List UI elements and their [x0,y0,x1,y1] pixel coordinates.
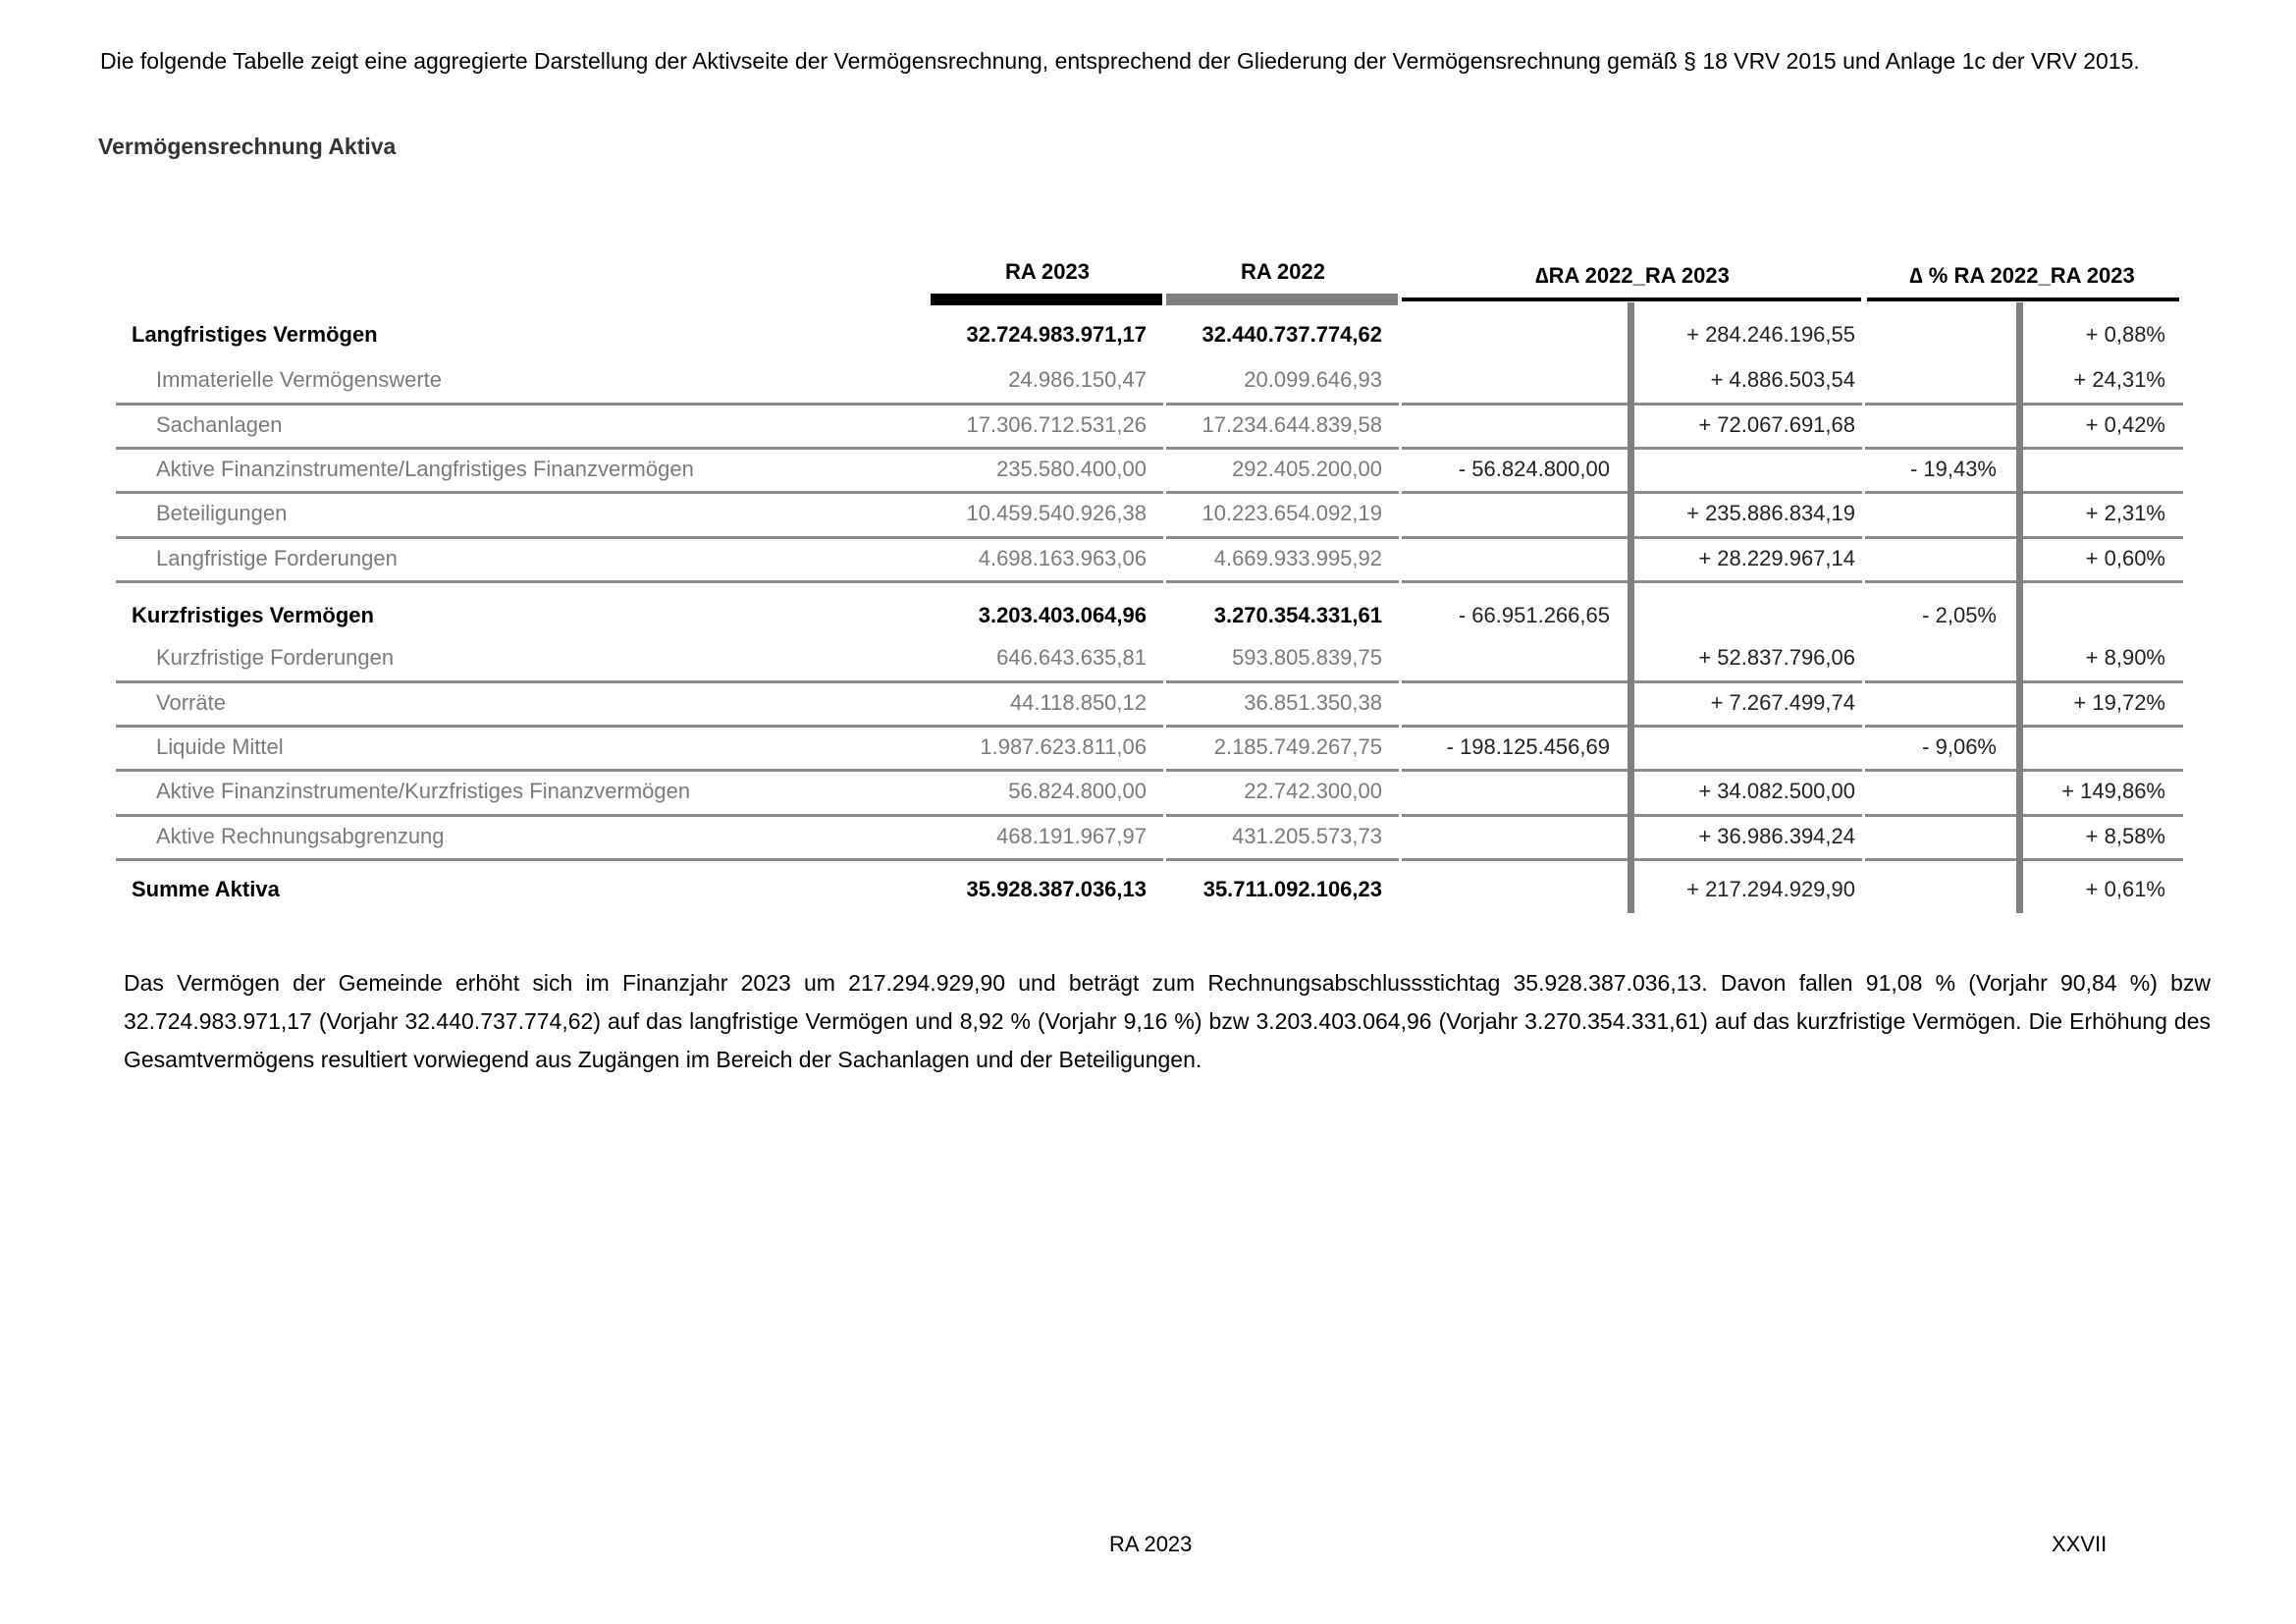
row-label: Vorräte [156,689,226,715]
value-ra2022: 3.270.354.331,61 [1213,603,1382,627]
table-row [116,403,2183,450]
row-label: Beteiligungen [156,501,288,525]
row-label: Immaterielle Vermögenswerte [156,367,443,392]
value-ra2023: 468.191.967,97 [996,823,1147,848]
delta-negative [1402,357,1610,403]
percent-negative [1867,403,1997,447]
summary-paragraph: Das Vermögen der Gemeinde erhöht sich im Finanzjahr 2023 um 217.294.929,90 und beträgt zum Rechnungsabschlussstichtag 35.928.387.036,13. Davon fallen 91,08 % (Vorjahr 90,84 %) bzw 32.724.983.971,17 (Vorjahr 32.440.737.774,62) auf das langfristige Vermögen und 8,92 % (Vorjahr 9,16 %) bzw 3.203.403.064,96 (Vorjahr 3.270.354.331,61) auf das kurzfristige Vermögen. Die Erhöhung des Gesamtvermögens resultiert vorwiegend aus Zugängen im Bereich der Sachanlagen und der Beteiligungen. [124,970,2211,1072]
table-row [116,725,2183,772]
row-label: Summe Aktiva [132,877,280,901]
percent-negative [1867,312,1997,357]
row-label: Kurzfristige Forderungen [156,644,395,670]
table-row [116,536,2183,583]
percent-positive: + 149,86% [2061,779,2165,803]
delta-percent-axis [2016,302,2023,913]
delta-negative [1402,866,1610,913]
value-ra2022: 22.742.300,00 [1244,779,1382,803]
value-ra2023: 3.203.403.064,96 [978,603,1147,627]
delta-positive: + 52.837.796,06 [1698,644,1855,670]
row-label: Kurzfristiges Vermögen [132,603,374,627]
delta-negative [1402,312,1610,357]
delta-negative: - 198.125.456,69 [1446,733,1610,759]
header-rule-delta-percent [1867,298,2179,301]
percent-negative: - 19,43% [1909,456,1997,481]
footer-title: RA 2023 [1109,1532,1193,1556]
page-number: XXVII [2052,1532,2108,1556]
header-bar-ra2022 [1166,294,1398,305]
row-label: Aktive Rechnungsabgrenzung [156,823,445,848]
header-delta-percent: ∆ % RA 2022_RA 2023 [1909,263,2135,288]
table-row [116,769,2183,817]
percent-positive: + 2,31% [2085,501,2165,525]
delta-positive: + 217.294.929,90 [1686,877,1855,901]
delta-negative [1402,814,1610,858]
column-separator [1163,324,1166,913]
column-separator [1862,324,1865,913]
header-bar-ra2023 [931,294,1162,305]
value-ra2022: 35.711.092.106,23 [1202,877,1382,901]
value-ra2023: 4.698.163.963,06 [978,545,1147,570]
value-ra2023: 24.986.150,47 [1008,367,1147,392]
delta-positive: + 28.229.967,14 [1698,545,1855,570]
value-ra2023: 1.987.623.811,06 [980,733,1147,759]
table-row [116,491,2183,539]
table-row [116,866,2183,913]
delta-negative [1402,634,1610,680]
delta-positive: + 7.267.499,74 [1710,689,1855,715]
header-rule-delta-absolute [1402,298,1861,301]
percent-positive [2024,447,2165,491]
delta-positive: + 284.246.196,55 [1686,322,1855,347]
percent-negative [1867,769,1997,814]
delta-positive [1635,725,1855,769]
delta-absolute-axis [1628,302,1634,913]
table-row [116,634,2183,683]
delta-positive [1635,447,1855,491]
row-label: Aktive Finanzinstrumente/Kurzfristiges Finanzvermögen [156,779,691,803]
value-ra2023: 17.306.712.531,26 [966,411,1147,437]
value-ra2022: 20.099.646,93 [1244,367,1382,392]
value-ra2022: 4.669.933.995,92 [1213,545,1382,570]
value-ra2022: 593.805.839,75 [1232,644,1382,670]
percent-positive: + 0,42% [2085,411,2165,437]
delta-negative [1402,536,1610,580]
value-ra2023: 235.580.400,00 [996,456,1147,481]
value-ra2023: 56.824.800,00 [1008,779,1147,803]
delta-positive: + 34.082.500,00 [1698,779,1855,803]
percent-negative [1867,491,1997,536]
value-ra2022: 32.440.737.774,62 [1201,322,1382,347]
value-ra2022: 17.234.644.839,58 [1201,411,1382,437]
value-ra2022: 2.185.749.267,75 [1213,733,1382,759]
delta-positive: + 4.886.503,54 [1710,367,1855,392]
delta-negative [1402,491,1610,536]
delta-negative: - 56.824.800,00 [1458,456,1610,481]
column-separator [1399,324,1402,913]
delta-positive: + 235.886.834,19 [1686,501,1855,525]
value-ra2023: 35.928.387.036,13 [966,877,1147,901]
row-label: Langfristige Forderungen [156,545,398,570]
percent-negative [1867,634,1997,680]
value-ra2023: 646.643.635,81 [996,644,1147,670]
row-label: Sachanlagen [156,411,283,437]
percent-positive: + 19,72% [2073,689,2165,715]
percent-positive: + 24,31% [2073,367,2165,392]
table-row [116,447,2183,494]
value-ra2023: 44.118.850,12 [1009,689,1147,715]
table-title: Vermögensrechnung Aktiva [98,134,397,159]
percent-negative [1867,814,1997,858]
percent-negative [1867,866,1997,913]
row-label: Liquide Mittel [156,733,284,759]
percent-negative [1867,536,1997,580]
header-ra2022: RA 2022 [1240,259,1325,284]
percent-negative [1867,680,1997,725]
percent-positive: + 0,60% [2085,545,2165,570]
value-ra2023: 10.459.540.926,38 [966,501,1147,525]
percent-negative: - 9,06% [1922,733,1997,759]
value-ra2022: 10.223.654.092,19 [1201,501,1382,525]
table-row [116,357,2183,406]
value-ra2023: 32.724.983.971,17 [966,322,1147,347]
header-ra2023: RA 2023 [1004,259,1090,284]
percent-positive: + 0,88% [2085,322,2165,347]
table-row [116,312,2183,357]
delta-positive: + 36.986.394,24 [1698,823,1855,848]
delta-negative: - 66.951.266,65 [1458,603,1610,627]
header-delta-absolute: ∆RA 2022_RA 2023 [1535,263,1730,288]
percent-positive: + 0,61% [2085,877,2165,901]
table-row [116,680,2183,728]
table-row [116,814,2183,861]
percent-positive: + 8,90% [2085,644,2165,670]
percent-negative: - 2,05% [1922,603,1997,627]
delta-positive: + 72.067.691,68 [1698,411,1855,437]
percent-positive: + 8,58% [2085,823,2165,848]
percent-positive [2024,725,2165,769]
delta-negative [1402,769,1610,814]
value-ra2022: 431.205.573,73 [1232,823,1382,848]
delta-negative [1402,403,1610,447]
intro-paragraph: Die folgende Tabelle zeigt eine aggregierte Darstellung der Aktivseite der Vermögensrechnung, entsprechend der Gliederung der Vermögensrechnung gemäß § 18 VRV 2015 und Anlage 1c der VRV 2015. [100,48,2140,74]
percent-negative [1867,357,1997,403]
row-label: Langfristiges Vermögen [132,322,378,347]
value-ra2022: 36.851.350,38 [1244,689,1382,715]
value-ra2022: 292.405.200,00 [1232,456,1382,481]
delta-negative [1402,680,1610,725]
row-label: Aktive Finanzinstrumente/Langfristiges Finanzvermögen [156,456,694,481]
